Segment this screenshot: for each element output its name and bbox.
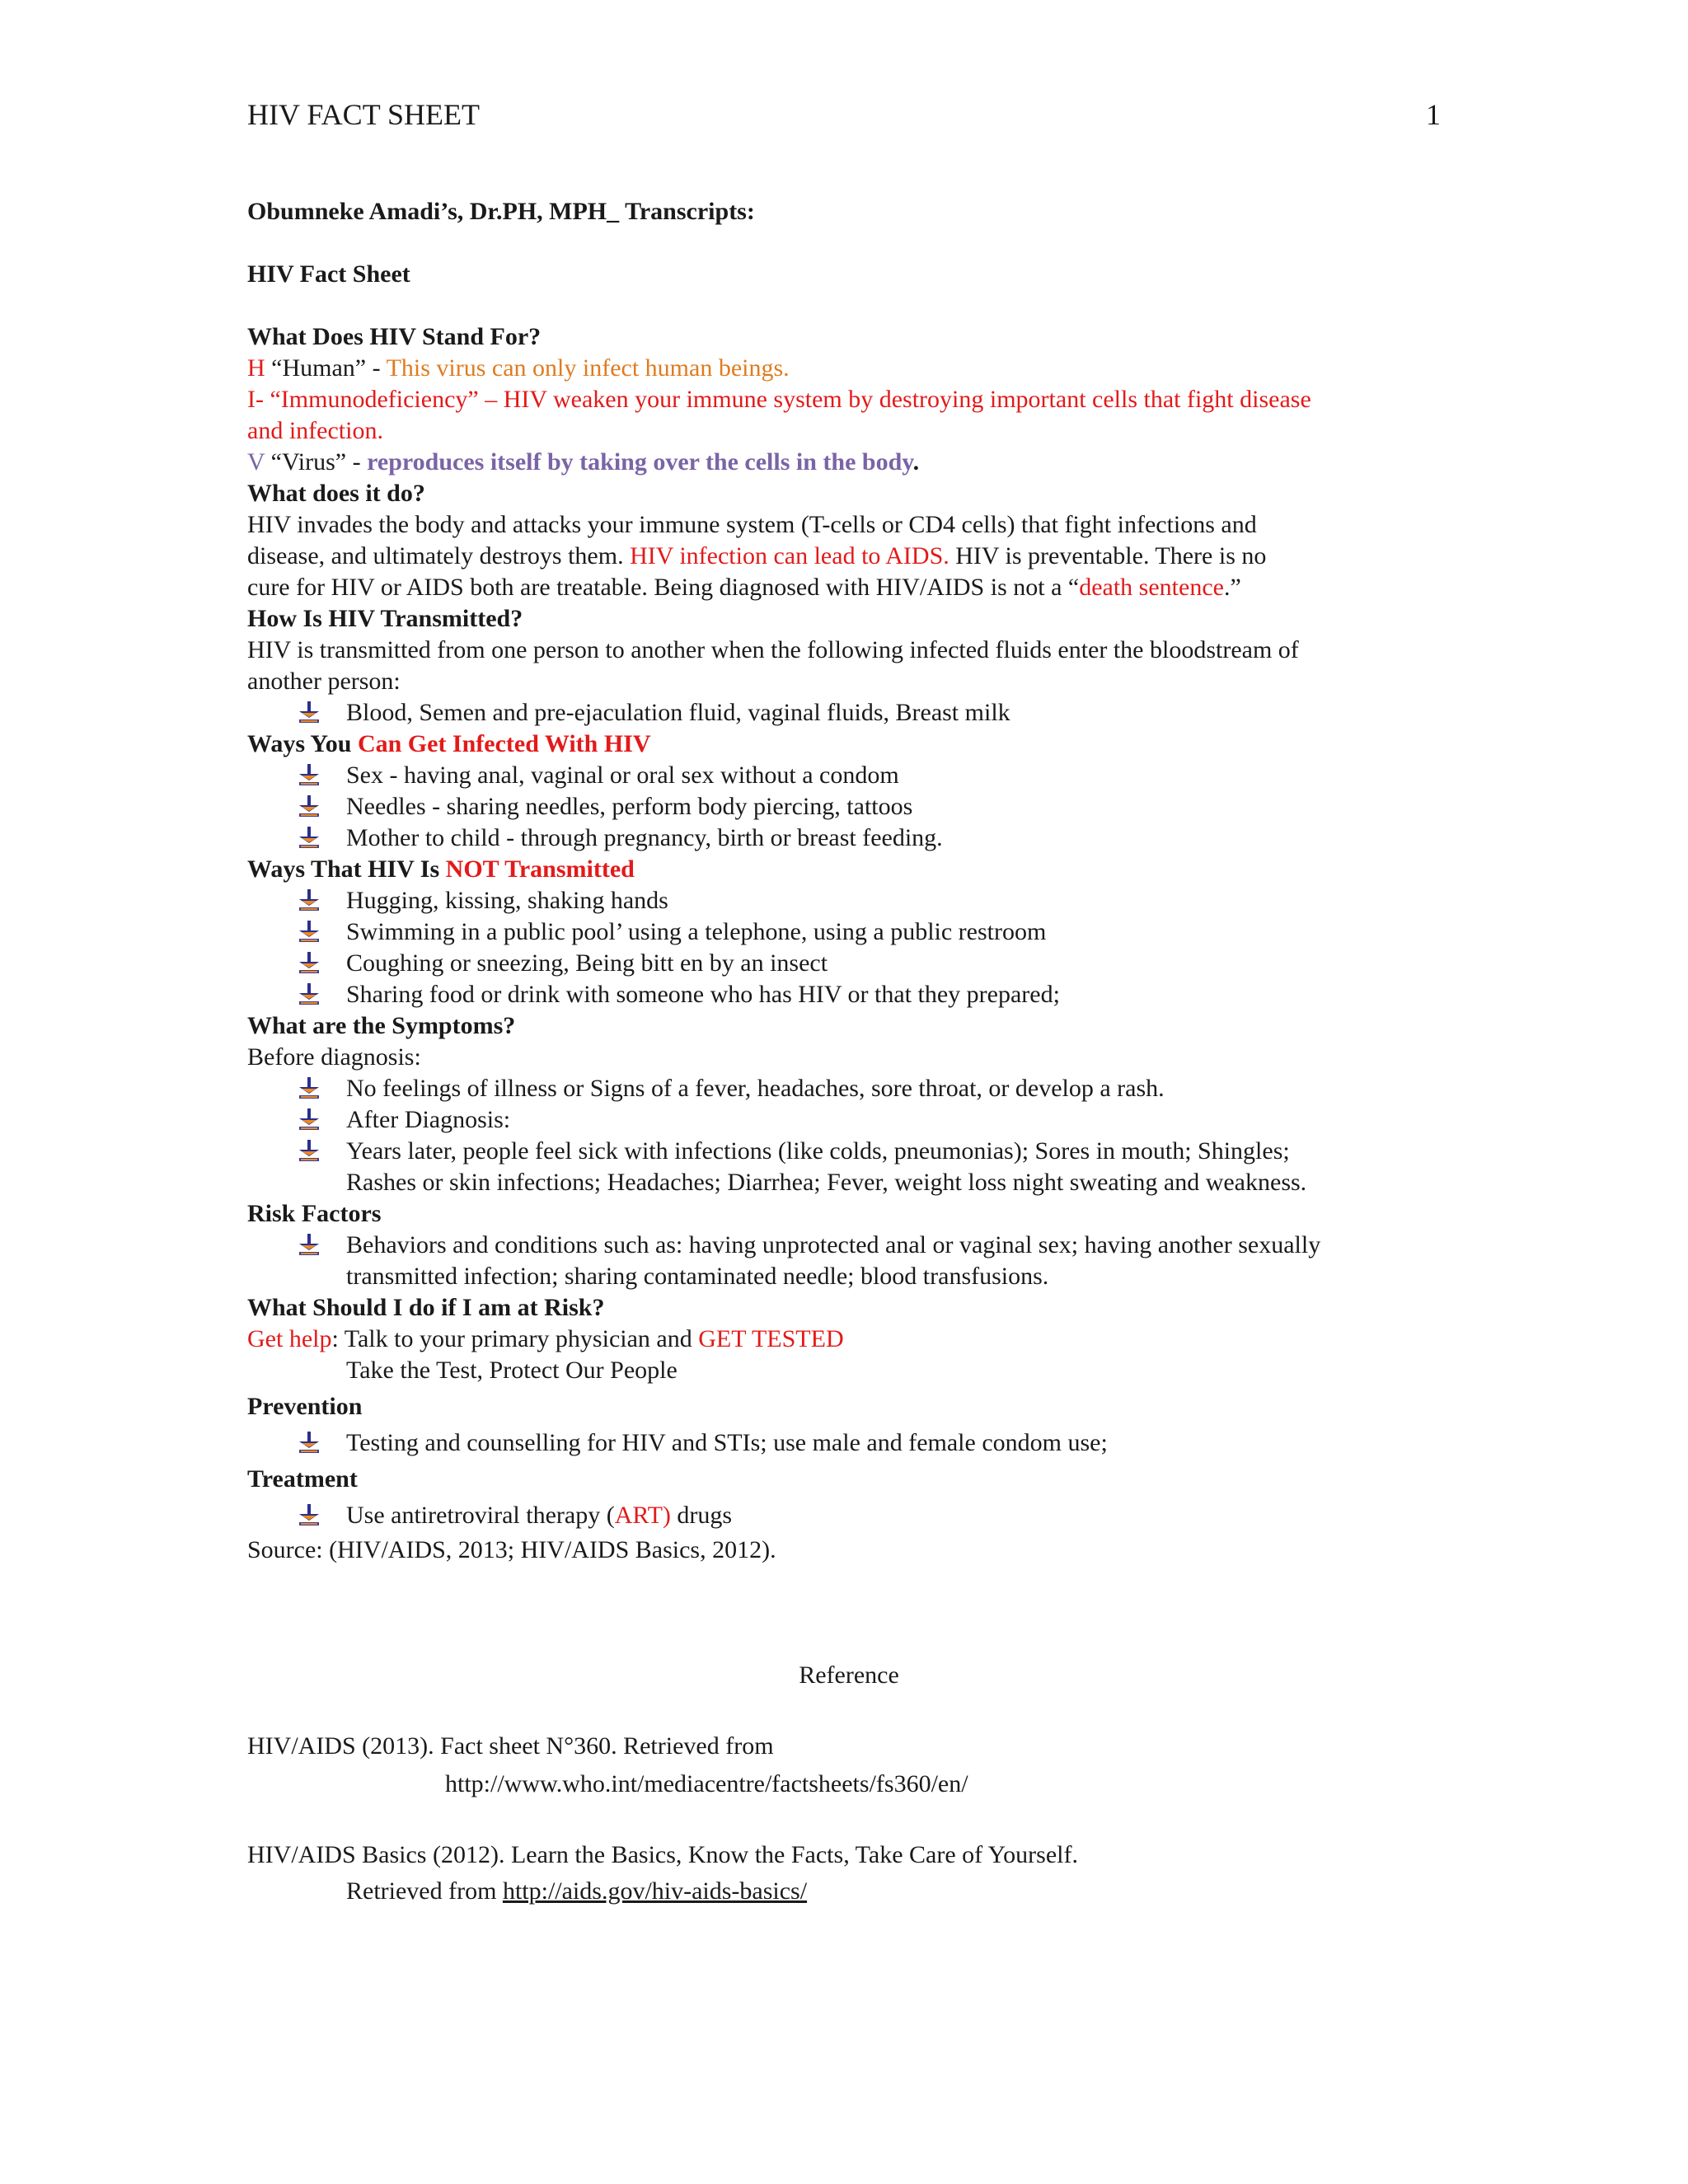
reference-2-line-1: HIV/AIDS Basics (2012). Learn the Basics, Know the Facts, Take Care of Yourself. xyxy=(247,1841,1078,1868)
arrow-down-bullet-icon xyxy=(297,1502,321,1527)
list-item-continuation: Rashes or skin infections; Headaches; Diarrhea; Fever, weight loss night sweating and weakness. xyxy=(346,1169,1307,1196)
arrow-down-bullet-icon xyxy=(297,825,321,850)
arrow-down-bullet-icon xyxy=(297,1107,321,1132)
list-item: Needles - sharing needles, perform body piercing, tattoos xyxy=(346,793,913,820)
source-line: Source: (HIV/AIDS, 2013; HIV/AIDS Basics, 2012). xyxy=(247,1536,776,1563)
transmitted-line-2: another person: xyxy=(247,668,401,695)
what-do-line-2a: disease, and ultimately destroys them. xyxy=(247,542,631,569)
i-line-1: I- “Immunodeficiency” – HIV weaken your immune system by destroying important cells that fight disease xyxy=(247,386,1311,413)
reference-2-line-2 xyxy=(346,1876,807,1907)
page-header xyxy=(247,97,1441,138)
list-item-continuation: transmitted infection; sharing contaminated needle; blood transfusions. xyxy=(346,1263,1049,1290)
what-do-line-3a: cure for HIV or AIDS both are treatable. Being diagnosed with HIV/AIDS is not a “ xyxy=(247,574,1080,601)
reference-2-retrieved: Retrieved from xyxy=(346,1877,503,1905)
get-tested-highlight: GET TESTED xyxy=(698,1325,844,1352)
arrow-down-bullet-icon xyxy=(297,1076,321,1100)
at-risk-mid: : Talk to your primary physician and xyxy=(331,1325,699,1352)
prevention-heading: Prevention xyxy=(247,1393,363,1420)
what-do-line-2c: HIV is preventable. There is no xyxy=(949,542,1267,569)
v-word: “Virus” - xyxy=(265,448,368,476)
v-description: reproduces itself by taking over the cells in the body xyxy=(367,448,913,476)
h-word: “Human” - xyxy=(265,354,387,382)
i-line-2: and infection. xyxy=(247,417,383,444)
v-line xyxy=(247,447,919,478)
symptoms-intro: Before diagnosis: xyxy=(247,1043,421,1071)
what-do-line-3 xyxy=(247,572,1241,603)
what-do-line-3c: .” xyxy=(1223,574,1241,601)
what-do-line-1: HIV invades the body and attacks your immune system (T-cells or CD4 cells) that fight infections and xyxy=(247,511,1257,538)
list-item: Mother to child - through pregnancy, birth or breast feeding. xyxy=(346,824,943,851)
aids-highlight: HIV infection can lead to AIDS. xyxy=(630,542,950,569)
transmitted-line-1: HIV is transmitted from one person to another when the following infected fluids enter the bloodstream of xyxy=(247,636,1299,663)
h-letter: H xyxy=(247,354,265,382)
arrow-down-bullet-icon xyxy=(297,919,321,944)
list-item: Blood, Semen and pre-ejaculation fluid, vaginal fluids, Breast milk xyxy=(346,699,1010,726)
reference-1-url: http://www.who.int/mediacentre/factsheets/fs360/en/ xyxy=(445,1770,968,1797)
arrow-down-bullet-icon xyxy=(297,1138,321,1163)
reference-2-link[interactable]: http://aids.gov/hiv-aids-basics/ xyxy=(502,1877,808,1905)
death-sentence-highlight: death sentence xyxy=(1079,574,1224,601)
list-item: Sharing food or drink with someone who has HIV or that they prepared; xyxy=(346,981,1060,1008)
get-help-highlight: Get help xyxy=(247,1325,332,1352)
transmitted-heading: How Is HIV Transmitted? xyxy=(247,605,523,632)
treatment-item-a: Use antiretroviral therapy ( xyxy=(346,1502,615,1529)
document-title: HIV Fact Sheet xyxy=(247,260,410,288)
not-transmitted-heading xyxy=(247,854,635,885)
stand-for-heading: What Does HIV Stand For? xyxy=(247,323,542,350)
at-risk-line xyxy=(247,1324,844,1355)
arrow-down-bullet-icon xyxy=(297,950,321,975)
arrow-down-bullet-icon xyxy=(297,982,321,1006)
arrow-down-bullet-icon xyxy=(297,794,321,818)
what-do-heading: What does it do? xyxy=(247,480,425,507)
ways-infected-heading xyxy=(247,729,651,760)
ways-infected-heading-b: Can Get Infected With HIV xyxy=(357,730,651,757)
header-title: HIV FACT SHEET xyxy=(247,98,481,131)
list-item: No feelings of illness or Signs of a fever, headaches, sore throat, or develop a rash. xyxy=(346,1075,1165,1102)
author-line: Obumneke Amadi’s, Dr.PH, MPH_ Transcripts: xyxy=(247,198,755,225)
v-end: . xyxy=(912,448,920,476)
h-description: This virus can only infect human beings. xyxy=(386,354,790,382)
at-risk-slogan: Take the Test, Protect Our People xyxy=(346,1357,678,1384)
ways-infected-heading-a: Ways You xyxy=(247,730,358,757)
list-item: Sex - having anal, vaginal or oral sex without a condom xyxy=(346,762,899,789)
symptoms-heading: What are the Symptoms? xyxy=(247,1012,516,1039)
v-letter: V xyxy=(247,448,265,476)
list-item: Behaviors and conditions such as: having unprotected anal or vaginal sex; having another sexually xyxy=(346,1231,1321,1258)
list-item xyxy=(346,1500,732,1531)
list-item: Testing and counselling for HIV and STIs; use male and female condom use; xyxy=(346,1429,1108,1456)
arrow-down-bullet-icon xyxy=(297,700,321,724)
reference-1-line-1: HIV/AIDS (2013). Fact sheet N°360. Retrieved from xyxy=(247,1732,774,1760)
page-number: 1 xyxy=(1426,98,1441,131)
arrow-down-bullet-icon xyxy=(297,1430,321,1455)
at-risk-heading: What Should I do if I am at Risk? xyxy=(247,1294,605,1321)
art-highlight: ART) xyxy=(614,1502,671,1529)
what-do-line-2 xyxy=(247,541,1266,572)
not-transmitted-heading-a: Ways That HIV Is xyxy=(247,855,446,883)
treatment-heading: Treatment xyxy=(247,1465,358,1493)
arrow-down-bullet-icon xyxy=(297,762,321,787)
arrow-down-bullet-icon xyxy=(297,1232,321,1257)
arrow-down-bullet-icon xyxy=(297,888,321,912)
h-line xyxy=(247,353,790,384)
reference-heading: Reference xyxy=(799,1661,899,1689)
risk-heading: Risk Factors xyxy=(247,1200,382,1227)
not-transmitted-heading-b: NOT Transmitted xyxy=(445,855,635,883)
list-item: Swimming in a public pool’ using a telephone, using a public restroom xyxy=(346,918,1047,945)
list-item: Hugging, kissing, shaking hands xyxy=(346,887,668,914)
list-item: Coughing or sneezing, Being bitt en by an insect xyxy=(346,949,828,977)
list-item: Years later, people feel sick with infections (like colds, pneumonias); Sores in mouth; Shingles; xyxy=(346,1137,1290,1165)
treatment-item-c: drugs xyxy=(670,1502,733,1529)
list-item: After Diagnosis: xyxy=(346,1106,511,1133)
